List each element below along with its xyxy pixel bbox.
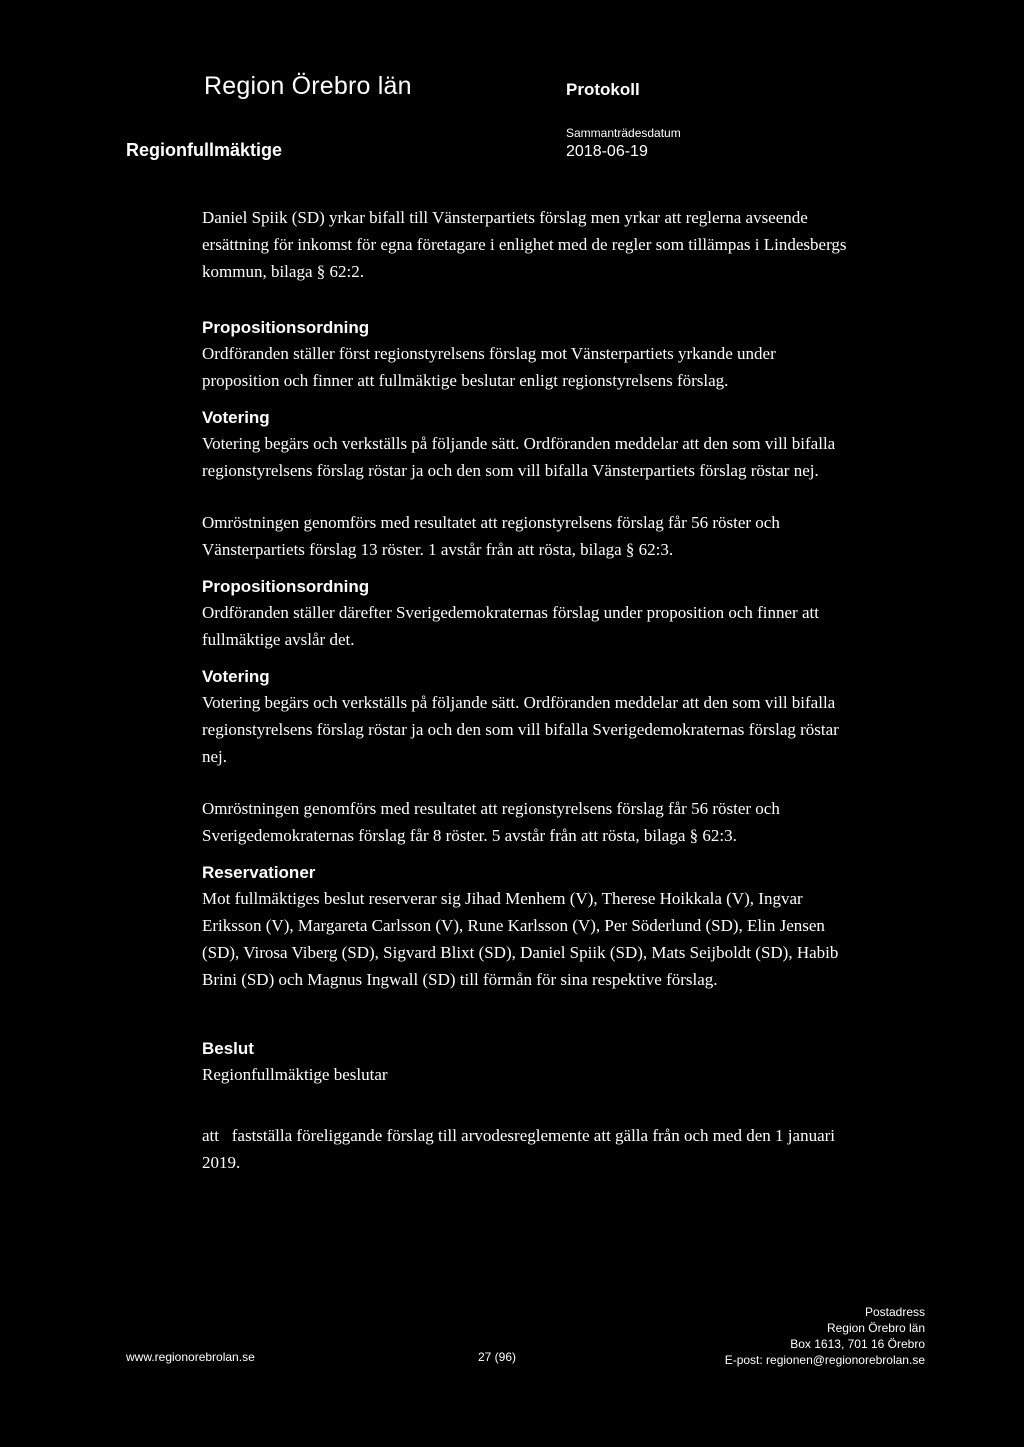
address-label: Postadress	[864, 1305, 925, 1319]
postal-address	[725, 1304, 925, 1368]
meeting-date: 2018-06-19	[566, 143, 648, 160]
website-link[interactable]: www.regionorebrolan.se	[126, 1350, 255, 1364]
votering-heading-1: Votering	[202, 408, 270, 427]
beslut-item: att fastställa föreliggande förslag till arvodesreglemente att gälla från och med den 1 januari 2019.	[202, 1126, 840, 1172]
proposition-text-2: Ordföranden ställer därefter Sverigedemokraternas förslag under proposition och finner att fullmäktige avslår det.	[202, 603, 819, 649]
address-name: Region Örebro län	[826, 1321, 925, 1335]
proposition-heading-1: Propositionsordning	[202, 318, 370, 337]
beslut-text: Regionfullmäktige beslutar	[202, 1065, 388, 1084]
votering-result-2: Omröstningen genomförs med resultatet att regionstyrelsens förslag får 56 röster och Sverigedemokraternas förslag får 8 röster. 5 avstår från att rösta, bilaga § 62:3.	[202, 799, 780, 845]
reservationer-heading: Reservationer	[202, 863, 316, 882]
assembly-name: Regionfullmäktige	[126, 140, 283, 160]
meeting-date-label: Sammanträdesdatum	[566, 126, 681, 140]
votering-text-1: Votering begärs och verkställs på följande sätt. Ordföranden meddelar att den som vill bifalla regionstyrelsens förslag röstar ja och den som vill bifalla Vänsterpartiets förslag röstar nej.	[202, 434, 836, 480]
votering-heading-2: Votering	[202, 667, 270, 686]
address-box: Box 1613, 701 16 Örebro	[790, 1337, 925, 1351]
proposition-heading-2: Propositionsordning	[202, 577, 370, 596]
reservationer-text: Mot fullmäktiges beslut reserverar sig Jihad Menhem (V), Therese Hoikkala (V), Ingvar Eriksson (V), Margareta Carlsson (V), Rune Karlsson (V), Per Söderlund (SD), Elin Jensen (SD), Virosa Viberg (SD), Sigvard Blixt (SD), Daniel Spiik (SD), Mats Seijboldt (SD), Habib Brini (SD) och Magnus Ingwall (SD) till förmån för sina respektive förslag.	[202, 889, 839, 989]
document-type: Protokoll	[566, 80, 640, 99]
page-number: 27 (96)	[478, 1350, 517, 1364]
beslut-heading: Beslut	[202, 1039, 254, 1058]
organization-name: Region Örebro län	[204, 72, 412, 100]
proposition-text-1: Ordföranden ställer först regionstyrelsens förslag mot Vänsterpartiets yrkande under proposition och finner att fullmäktige beslutar enligt regionstyrelsens förslag.	[202, 344, 776, 390]
email-address[interactable]: E-post: regionen@regionorebrolan.se	[724, 1353, 925, 1367]
document-body	[202, 204, 852, 1176]
votering-text-2: Votering begärs och verkställs på följande sätt. Ordföranden meddelar att den som vill bifalla regionstyrelsens förslag röstar ja och den som vill bifalla Sverigedemokraternas förslag röstar nej.	[202, 693, 839, 766]
intro-paragraph: Daniel Spiik (SD) yrkar bifall till Vänsterpartiets förslag men yrkar att reglerna avseende ersättning för inkomst för egna företagare i enlighet med de regler som tillämpas i Lindesbergs kommun, bilaga § 62:2.	[202, 208, 847, 281]
votering-result-1: Omröstningen genomförs med resultatet att regionstyrelsens förslag får 56 röster och Vänsterpartiets förslag 13 röster. 1 avstår från att rösta, bilaga § 62:3.	[202, 513, 780, 559]
